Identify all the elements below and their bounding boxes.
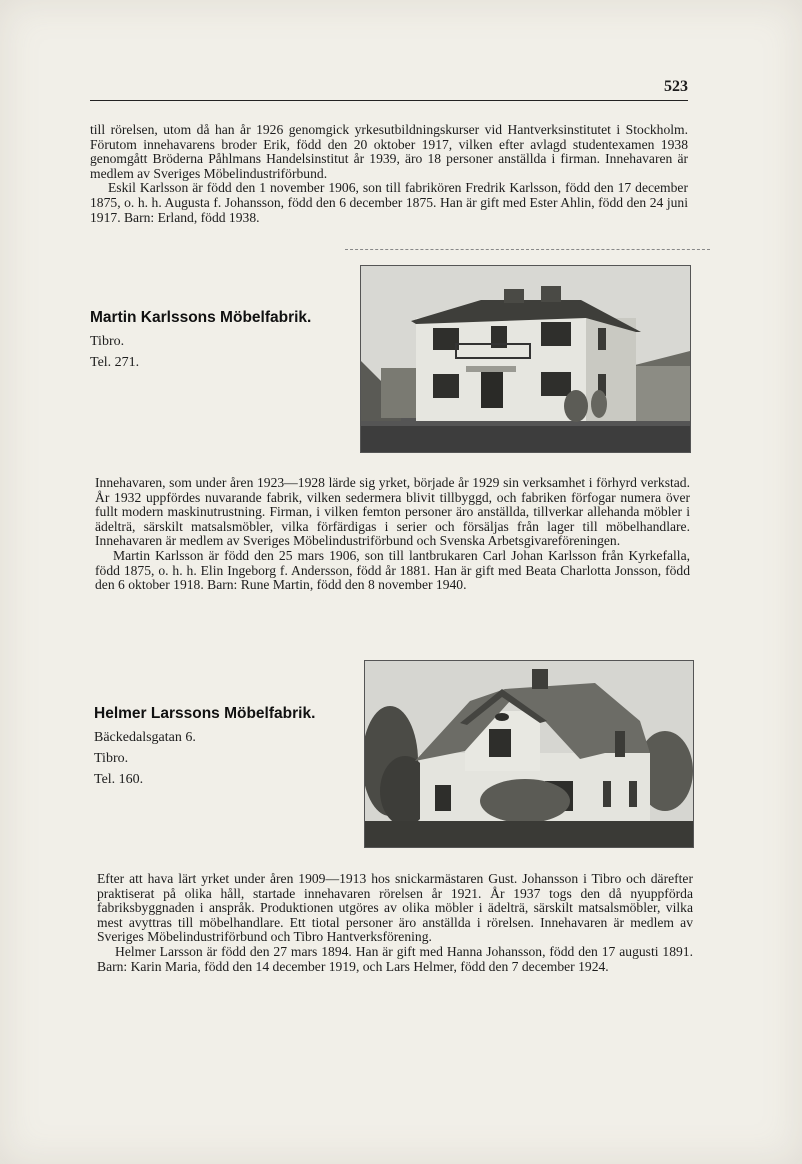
intro-text bbox=[90, 123, 688, 225]
intro-paragraph: till rörelsen, utom då han år 1926 genomgick yrkesutbildningskurser vid Hantverksinstitutet i Stockholm. Förutom innehavarens broder Erik, född den 20 oktober 1917, vilken efter avlagd studentexamen 1938 genomgått Bröderna Påhlmans Handelsinstitut år 1939, äro 18 personer anställda i firman. Innehavaren är medlem av Sveriges Möbelindustriförbund. bbox=[90, 122, 688, 181]
intro-paragraph: Eskil Karlsson är född den 1 november 1906, son till fabrikören Fredrik Karlsson, född den 17 december 1875, o. h. h. Augusta f. Johansson, född den 6 december 1875. Han är gift med Ester Ahlin, född den 24 juni 1917. Barn: Erland, född 1938. bbox=[90, 180, 688, 225]
section-divider bbox=[345, 249, 710, 250]
company-phone: Tel. 271. bbox=[90, 355, 140, 370]
company-address-line: Tibro. bbox=[94, 751, 129, 766]
house-photo-icon bbox=[361, 266, 690, 452]
company-heading-martin-karlsson bbox=[90, 304, 330, 373]
entry-text-helmer-larsson bbox=[97, 872, 693, 974]
entry-text-martin-karlsson bbox=[95, 476, 690, 593]
house-photo bbox=[364, 660, 694, 848]
company-heading-helmer-larsson bbox=[94, 700, 334, 790]
house-photo bbox=[360, 265, 691, 453]
company-address-line: Bäckedalsgatan 6. bbox=[94, 730, 196, 745]
page-number: 523 bbox=[664, 78, 688, 95]
entry-paragraph: Innehavaren, som under åren 1923—1928 lärde sig yrket, började år 1929 sin verksamhet i förhyrd verkstad. År 1932 uppfördes nuvarande fabrik, vilken sedermera blivit tillbyggd, och fabriken förfogar numera över fullt modern maskinutrustning. Firman, i vilken femton personer äro anställda, tillverkar allehanda möbler i ädelträ, särskilt matsalsmöbler, vilka förfärdigas i serier och försäljas från lager till möbelhandlare. Innehavaren är medlem av Sveriges Möbelindustriförbund och Svenska Arbetsgivareföreningen. bbox=[95, 475, 690, 549]
company-phone: Tel. 160. bbox=[94, 772, 144, 787]
entry-paragraph: Efter att hava lärt yrket under åren 1909—1913 hos snickarmästaren Gust. Johansson i Tibro och därefter praktiserat på olika håll, startade innehavaren rörelsen år 1921. År 1937 togs den då nyuppförda fabriksbyggnaden i anspråk. Produktionen utgöres av olika möbler i ädelträ, särskilt matsalsmöbler, vilka mest avyttras till möbelhandlare. Ett tiotal personer äro anställda i rörelsen. Innehavaren är medlem av Sveriges Möbelindustriförbund och Tibro Hantverksförening. bbox=[97, 871, 693, 945]
entry-paragraph: Helmer Larsson är född den 27 mars 1894. Han är gift med Hanna Johansson, född den 17 augusti 1891. Barn: Karin Maria, född den 14 december 1919, och Lars Helmer, född den 7 december 1924. bbox=[97, 943, 693, 974]
company-name: Martin Karlssons Möbelfabrik. bbox=[90, 309, 312, 326]
company-address-line: Tibro. bbox=[90, 334, 125, 349]
company-name: Helmer Larssons Möbelfabrik. bbox=[94, 705, 316, 722]
house-photo-icon bbox=[365, 661, 693, 847]
header-rule bbox=[90, 100, 688, 101]
entry-paragraph: Martin Karlsson är född den 25 mars 1906, son till lantbrukaren Carl Johan Karlsson från Kyrkefalla, född 1875, o. h. h. Elin Ingeborg f. Andersson, född år 1881. Han är gift med Beata Charlotta Jonsson, född den 6 oktober 1918. Barn: Rune Martin, född den 8 november 1940. bbox=[95, 547, 690, 593]
